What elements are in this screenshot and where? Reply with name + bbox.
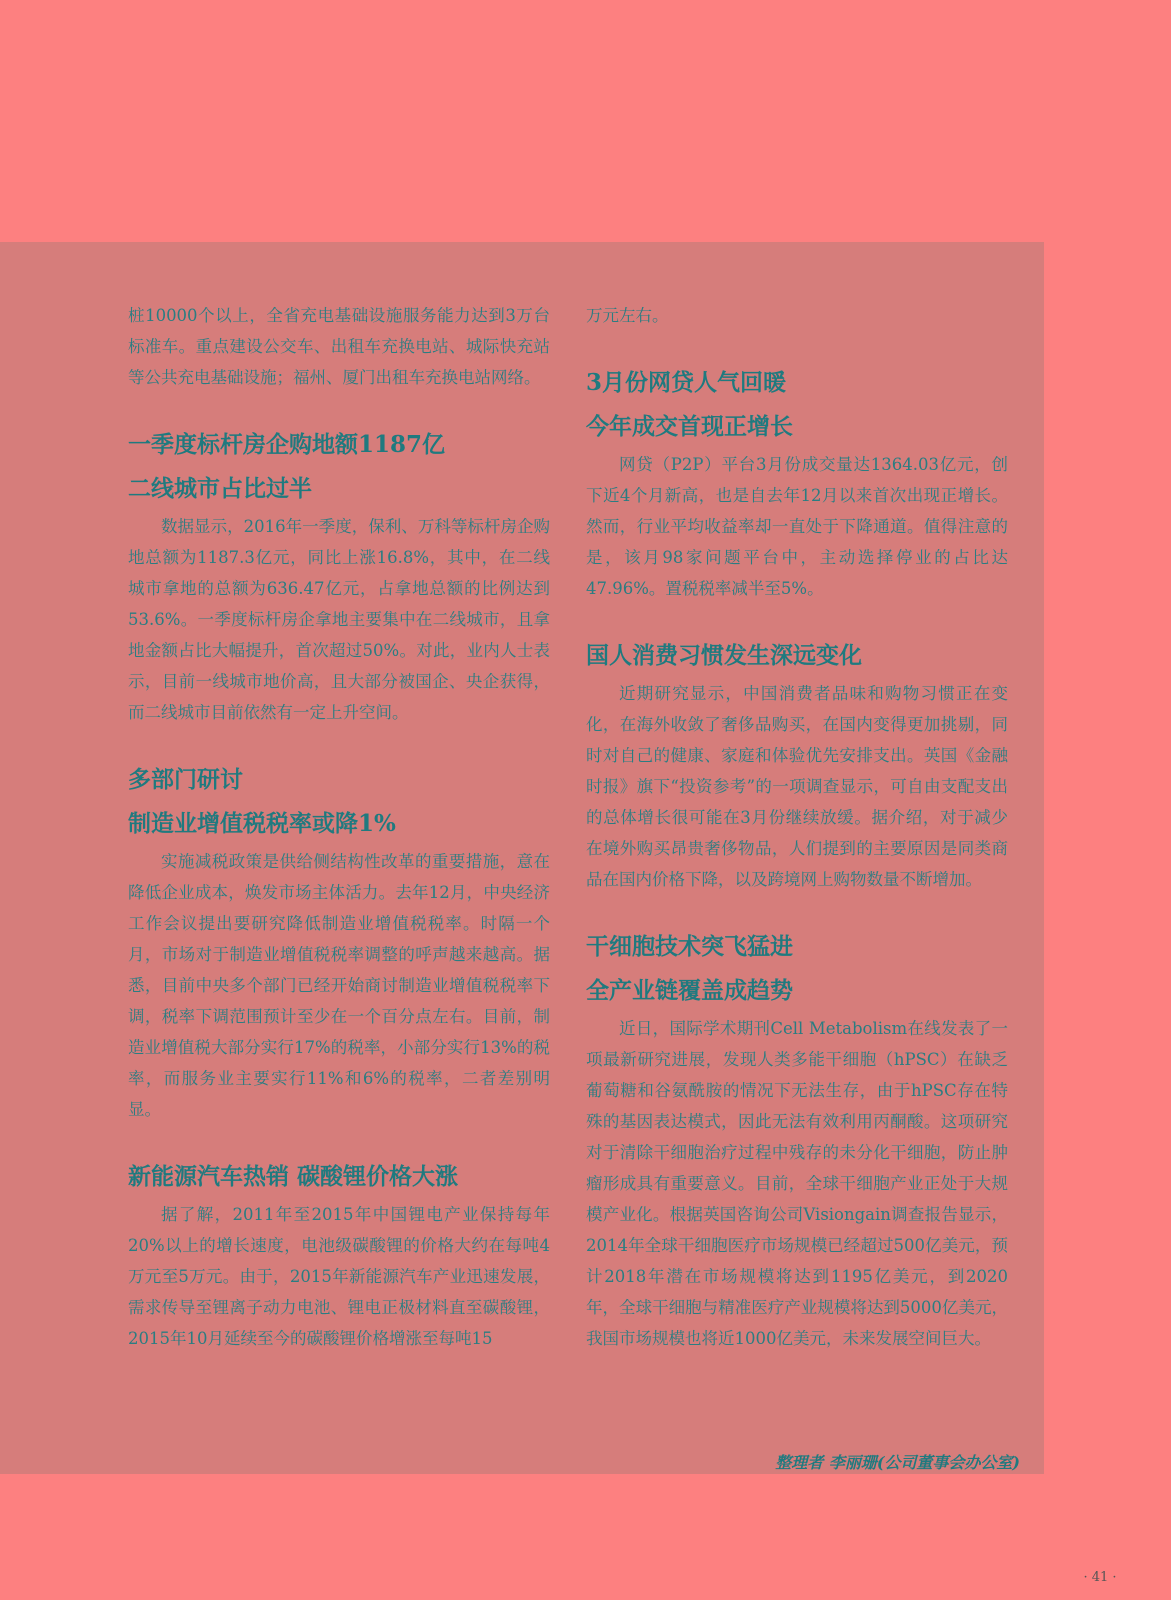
article-title-line1: 多部门研讨 xyxy=(128,766,243,793)
article-title: 新能源汽车热销 碳酸锂价格大涨 xyxy=(128,1163,459,1190)
article-p2p-lending xyxy=(586,361,1008,604)
article-consumer-habits xyxy=(586,634,1008,895)
right-intro-text: 万元左右。 xyxy=(586,306,669,325)
article-title-line1: 一季度标杆房企购地额1187亿 xyxy=(128,431,446,458)
article-title-line2: 二线城市占比过半 xyxy=(128,475,312,502)
article-body: 数据显示，2016年一季度，保利、万科等标杆房企购地总额为1187.3亿元，同比上涨16.8%，其中，在二线城市拿地的总额为636.47亿元，占拿地总额的比例达到53.6%。一季度标杆房企拿地主要集中在二线城市，且拿地金额占比大幅提升，首次超过50%。对此，业内人士表示，目前一线城市地价高，且大部分被国企、央企获得，而二线城市目前依然有一定上升空间。 xyxy=(128,517,550,722)
left-intro-text: 桩10000个以上，全省充电基础设施服务能力达到3万台标准车。重点建设公交车、出租车充换电站、城际快充站等公共充电基础设施；福州、厦门出租车充换电站网络。 xyxy=(128,306,550,387)
article-title-line2: 全产业链覆盖成趋势 xyxy=(586,977,793,1004)
article-body: 近期研究显示，中国消费者品味和购物习惯正在变化，在海外收敛了奢侈品购买，在国内变得更加挑剔，同时对自己的健康、家庭和体验优先安排支出。英国《金融时报》旗下“投资参考”的一项调查显示，可自由支配支出的总体增长很可能在3月份继续放缓。据介绍，对于减少在境外购买昂贵奢侈物品，人们提到的主要原因是同类商品在国内价格下降，以及跨境网上购物数量不断增加。 xyxy=(586,684,1008,889)
article-body: 据了解，2011年至2015年中国锂电产业保持每年20%以上的增长速度，电池级碳酸锂的价格大约在每吨4万元至5万元。由于，2015年新能源汽车产业迅速发展，需求传导至锂离子动力电池、锂电正极材料直至碳酸锂，2015年10月延续至今的碳酸锂价格增涨至每吨15 xyxy=(128,1205,550,1348)
article-body: 网贷（P2P）平台3月份成交量达1364.03亿元，创下近4个月新高，也是自去年12月以来首次出现正增长。然而，行业平均收益率却一直处于下降通道。值得注意的是，该月98家问题平台中，主动选择停业的占比达47.96%。置税税率减半至5%。 xyxy=(586,455,1008,598)
article-stem-cell xyxy=(586,925,1008,1354)
left-column xyxy=(128,300,550,1354)
article-title-line1: 干细胞技术突飞猛进 xyxy=(586,933,793,960)
article-body: 近日，国际学术期刊Cell Metabolism在线发表了一项最新研究进展，发现人类多能干细胞（hPSC）在缺乏葡萄糖和谷氨酰胺的情况下无法生存，由于hPSC存在特殊的基因表达模式，因此无法有效利用丙酮酸。这项研究对于清除干细胞治疗过程中残存的未分化干细胞，防止肿瘤形成具有重要意义。目前，全球干细胞产业正处于大规模产业化。根据英国咨询公司Visiongain调查报告显示，2014年全球干细胞医疗市场规模已经超过500亿美元，预计2018年潜在市场规模将达到1195亿美元，到2020年，全球干细胞与精准医疗产业规模将达到5000亿美元，我国市场规模也将近1000亿美元，未来发展空间巨大。 xyxy=(586,1019,1008,1348)
article-body: 实施减税政策是供给侧结构性改革的重要措施，意在降低企业成本，焕发市场主体活力。去年12月，中央经济工作会议提出要研究降低制造业增值税税率。时隔一个月，市场对于制造业增值税税率调整的呼声越来越高。据悉，目前中央多个部门已经开始商讨制造业增值税税率下调，税率下调范围预计至少在一个百分点左右。目前，制造业增值税大部分实行17%的税率，小部分实行13%的税率，而服务业主要实行11%和6%的税率，二者差别明显。 xyxy=(128,852,550,1119)
article-vat-cut xyxy=(128,758,550,1125)
compiler-credit: 整理者 李丽珊(公司董事会办公室) xyxy=(775,1453,1020,1472)
article-title-line1: 3月份网贷人气回暖 xyxy=(586,369,787,396)
article-title-line2: 今年成交首现正增长 xyxy=(586,413,793,440)
right-column xyxy=(586,300,1008,1354)
article-lithium-carbonate xyxy=(128,1155,550,1354)
article-title-line2: 制造业增值税税率或降1% xyxy=(128,810,396,837)
article-land-purchase xyxy=(128,423,550,728)
page-number: · 41 · xyxy=(1083,1570,1117,1585)
article-title: 国人消费习惯发生深远变化 xyxy=(586,642,862,669)
